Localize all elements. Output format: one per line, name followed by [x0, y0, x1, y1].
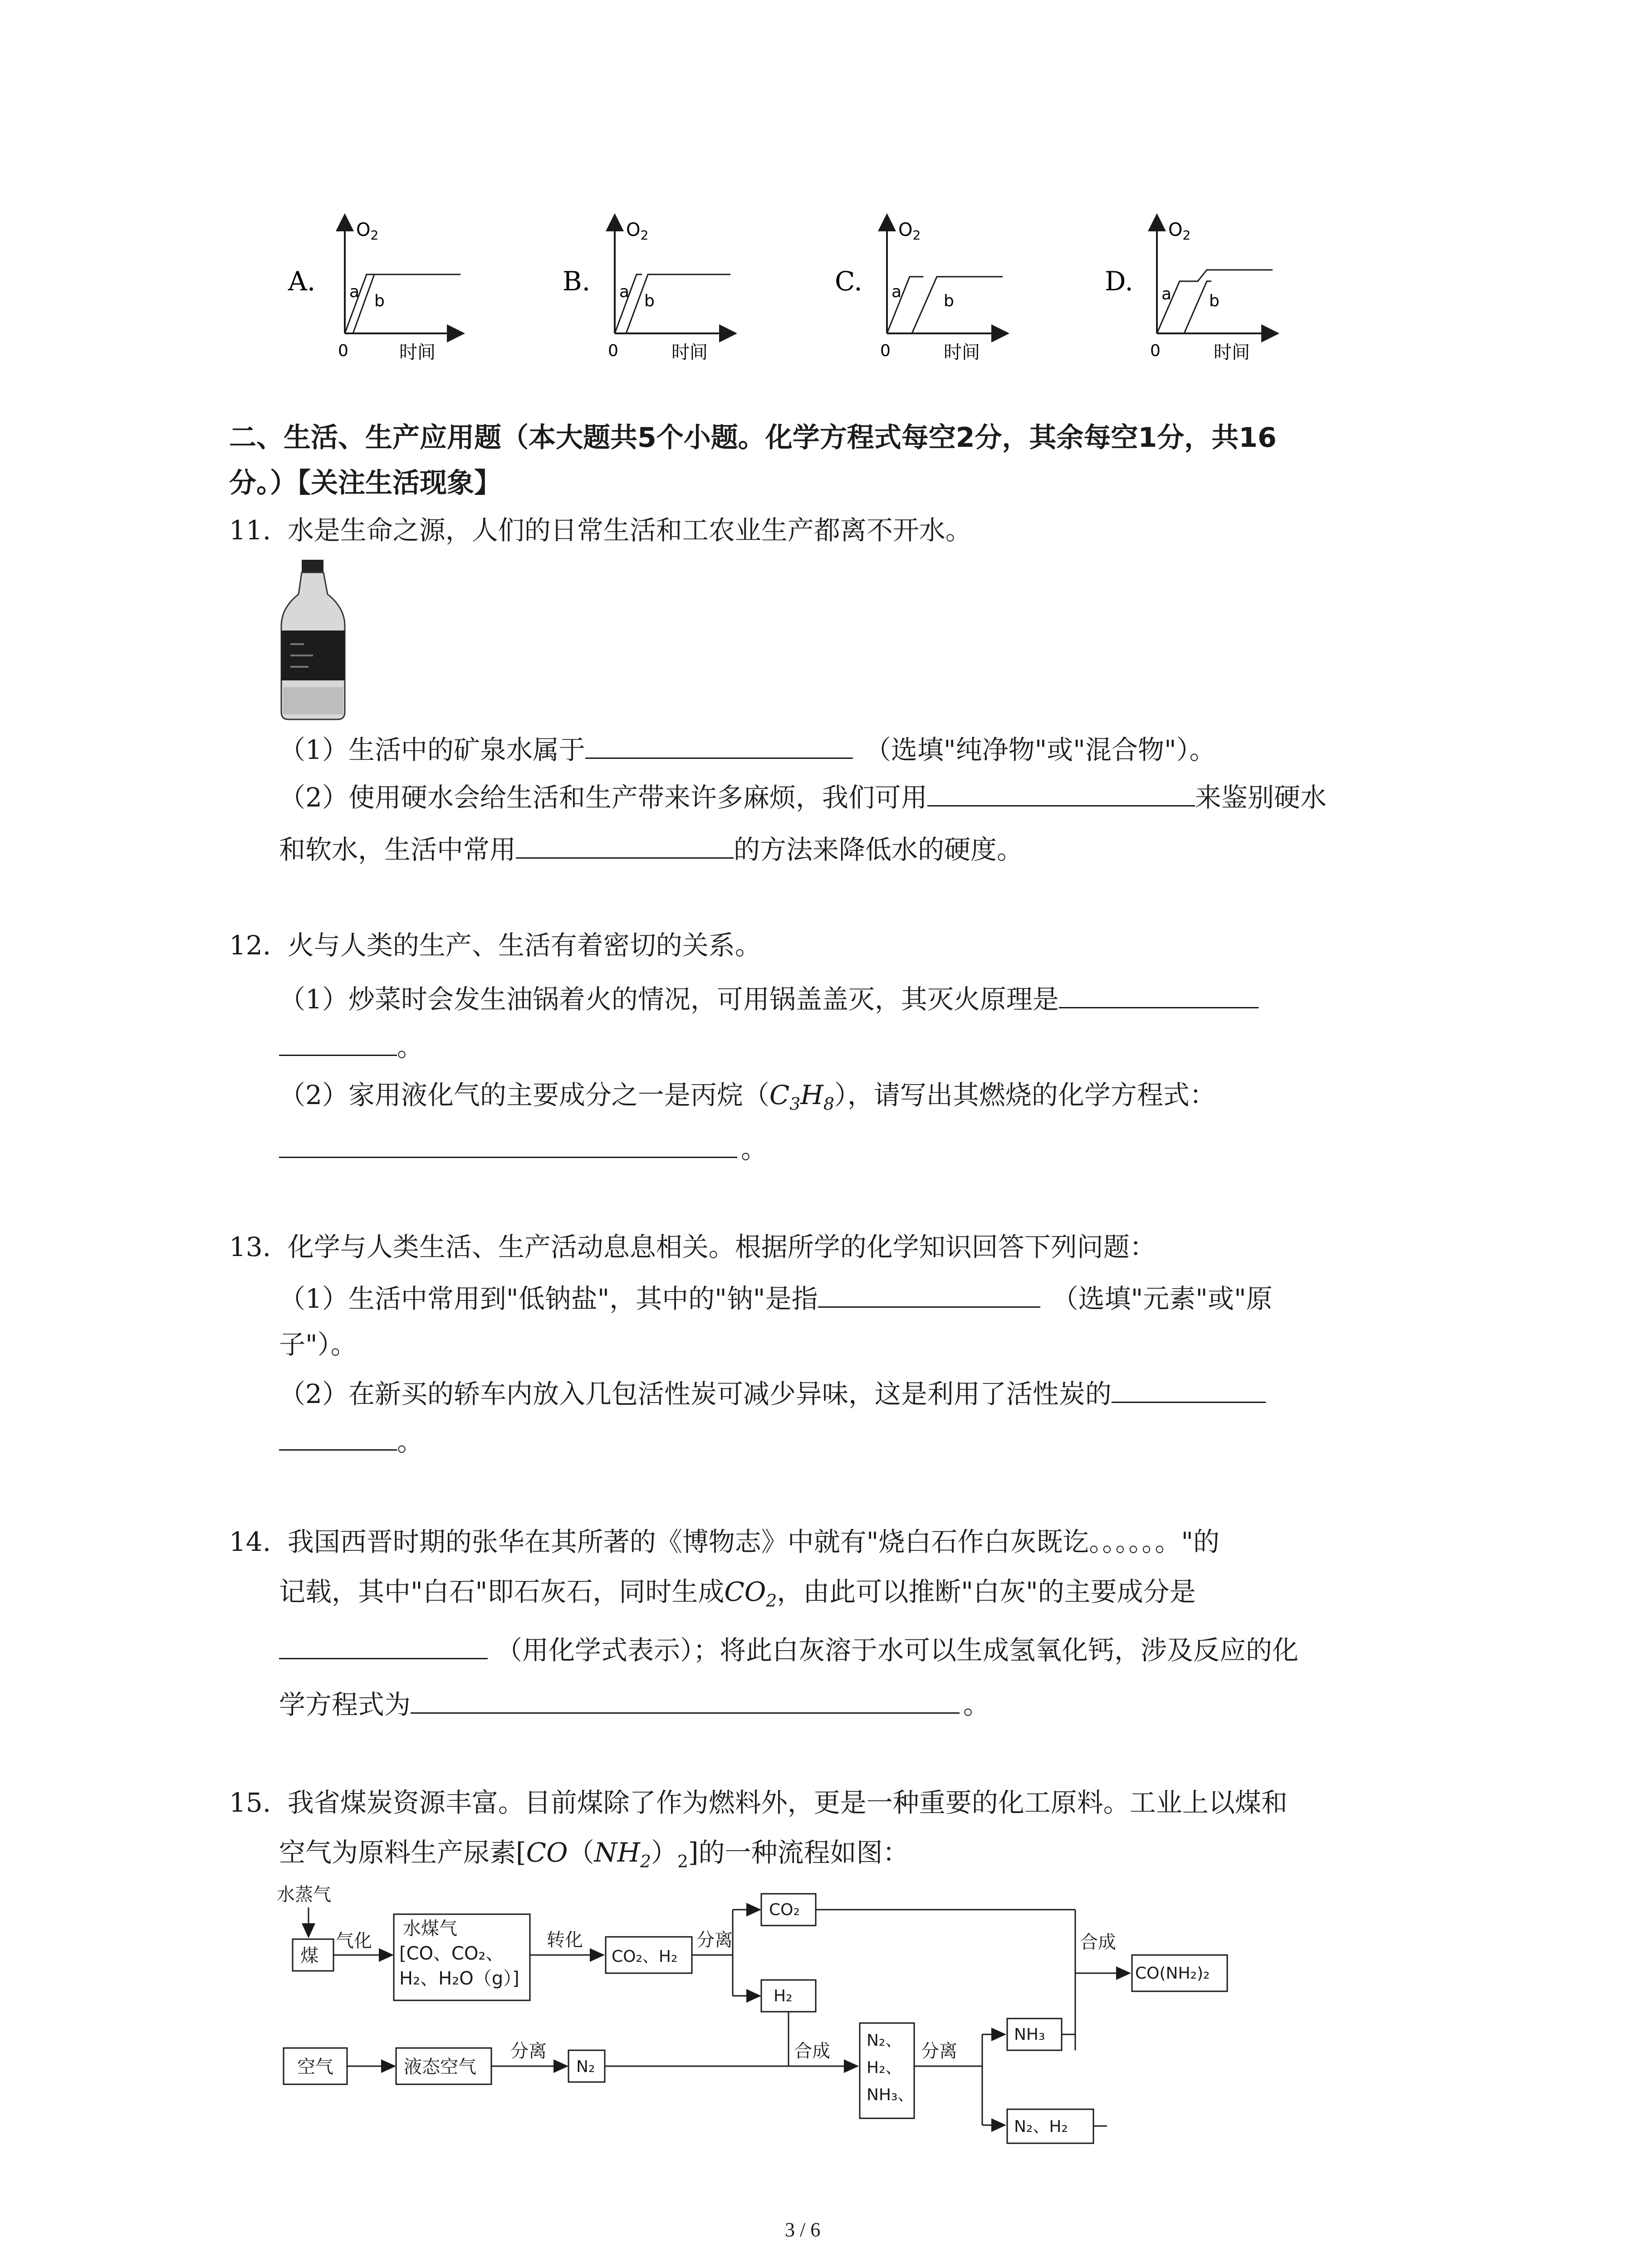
- svg-text:0: 0: [608, 342, 618, 360]
- svg-text:NH₃: NH₃: [1014, 2025, 1045, 2044]
- section-heading-line1: 二、生活、生产应用题（本大题共5个小题。化学方程式每空2分，其余每空1分，共16: [229, 422, 1277, 454]
- urea-production-flow-diagram: [268, 1882, 1293, 2155]
- svg-text:时间: 时间: [671, 342, 708, 363]
- svg-text:空气: 空气: [297, 2057, 333, 2077]
- page-number: 3 / 6: [785, 2219, 821, 2241]
- svg-text:CO₂、H₂: CO₂、H₂: [612, 1947, 678, 1966]
- answer-blank[interactable]: [1112, 1379, 1266, 1403]
- svg-text:液态空气: 液态空气: [404, 2057, 476, 2077]
- q12-part2: （2）家用液化气的主要成分之一是丙烷$(C_3H_8)$，请写出其燃烧的化学方程式：: [279, 1080, 1216, 1114]
- svg-text:H₂、: H₂、: [867, 2058, 902, 2077]
- svg-text:a: a: [1161, 285, 1172, 303]
- origin-label: 0: [338, 342, 348, 360]
- option-a-label: A.: [288, 266, 316, 297]
- svg-text:[CO、CO₂、: [CO、CO₂、: [399, 1943, 504, 1964]
- q15-line2: 空气为原料生产尿素$[CO(NH_2)_2]$的一种流程如图：: [279, 1837, 909, 1872]
- q13-part1-cont: 子"）。: [279, 1329, 357, 1360]
- mineral-water-bottle-image: [277, 558, 349, 721]
- option-graphs: [254, 209, 1379, 372]
- svg-text:a: a: [619, 283, 630, 301]
- q14-line1: 14. 我国西晋时期的张华在其所著的《博物志》中就有"烧白石作白灰既讫。。。。。。"的: [229, 1526, 1220, 1557]
- svg-text:a: a: [892, 283, 902, 301]
- q11-part2-line2: 和软水，生活中常用 的方法来降低水的硬度。: [279, 834, 1024, 865]
- q13-part1: （1）生活中常用到"低钠盐"，其中的"钠"是指 （选填"元素"或"原: [279, 1283, 1273, 1314]
- answer-blank[interactable]: [516, 835, 734, 859]
- svg-text:O2: $O_2$: [626, 220, 649, 243]
- x-axis-label: 时间: [399, 342, 436, 363]
- svg-text:H₂: H₂: [774, 1987, 793, 2005]
- option-b-graph: [563, 220, 730, 363]
- svg-text:b: b: [944, 292, 954, 310]
- q11-stem: 11. 水是生命之源，人们的日常生活和工农业生产都离不开水。: [229, 515, 972, 546]
- svg-text:O2: $O_2$: [898, 220, 921, 243]
- svg-text:时间: 时间: [944, 342, 980, 363]
- q13-part2: （2）在新买的轿车内放入几包活性炭可减少异味，这是利用了活性炭的: [279, 1379, 1266, 1407]
- svg-text:分离: 分离: [696, 1930, 733, 1950]
- q12-stem: 12. 火与人类的生产、生活有着密切的关系。: [229, 930, 761, 961]
- svg-text:NH₃、: NH₃、: [867, 2086, 914, 2104]
- q11-part2-line1: （2）使用硬水会给生活和生产带来许多麻烦，我们可用 来鉴别硬水: [279, 782, 1327, 813]
- q11-part1: （1）生活中的矿泉水属于 （选填"纯净物"或"混合物"）。: [279, 734, 1216, 765]
- q13-stem: 13. 化学与人类生活、生产活动息息相关。根据所学的化学知识回答下列问题：: [229, 1232, 1156, 1262]
- q12-part2-cont: 。: [279, 1134, 767, 1162]
- option-d-label: D.: [1105, 266, 1133, 297]
- q14-line3: （用化学式表示）；将此白灰溶于水可以生成氢氧化钙，涉及反应的化: [279, 1635, 1298, 1663]
- svg-text:分离: 分离: [510, 2041, 547, 2062]
- q13-part2-cont: 。: [279, 1427, 423, 1455]
- svg-text:H₂、H₂O（g）]: H₂、H₂O（g）]: [399, 1968, 519, 1989]
- svg-text:CO₂: CO₂: [769, 1901, 800, 1919]
- answer-blank[interactable]: [818, 1284, 1040, 1308]
- svg-text:煤: 煤: [300, 1945, 318, 1966]
- answer-blank[interactable]: [279, 1427, 397, 1451]
- option-b-label: B.: [563, 266, 591, 297]
- svg-text:O2: $O_2$: [1168, 220, 1191, 243]
- answer-blank[interactable]: [585, 735, 853, 759]
- svg-text:合成: 合成: [794, 2041, 830, 2062]
- answer-blank[interactable]: [279, 1134, 737, 1158]
- q15-line1: 15. 我省煤炭资源丰富。目前煤除了作为燃料外，更是一种重要的化工原料。工业上以煤和: [229, 1787, 1288, 1818]
- answer-blank[interactable]: [411, 1690, 960, 1714]
- svg-text:a: a: [349, 283, 360, 301]
- section-heading-line2: 分。）【关注生活现象】: [229, 467, 501, 499]
- svg-text:N₂、H₂: N₂、H₂: [1014, 2117, 1068, 2136]
- svg-text:水蒸气: 水蒸气: [277, 1884, 331, 1905]
- svg-text:N₂、: N₂、: [867, 2031, 902, 2050]
- option-c-label: C.: [835, 266, 862, 297]
- answer-blank[interactable]: [279, 1635, 488, 1659]
- svg-text:N₂: N₂: [576, 2058, 595, 2076]
- answer-blank[interactable]: [1059, 984, 1259, 1008]
- option-a-graph: [288, 220, 460, 363]
- q12-part1: （1）炒菜时会发生油锅着火的情况，可用锅盖盖灭，其灭火原理是: [279, 984, 1259, 1012]
- svg-text:0: 0: [1150, 342, 1161, 360]
- svg-text:0: 0: [880, 342, 891, 360]
- option-c-graph: [835, 220, 1003, 363]
- svg-text:水煤气: 水煤气: [403, 1918, 457, 1939]
- svg-text:b: b: [1209, 292, 1220, 310]
- svg-text:b: b: [644, 292, 655, 310]
- svg-text:气化: 气化: [336, 1931, 372, 1951]
- q12-part1-cont: 。: [279, 1032, 423, 1060]
- svg-text:b: b: [374, 292, 385, 310]
- q14-line2: 记载，其中"白石"即石灰石，同时生成$CO_2$，由此可以推断"白灰"的主要成分是: [279, 1576, 1196, 1611]
- svg-text:CO(NH₂)₂: CO(NH₂)₂: [1135, 1964, 1210, 1983]
- answer-blank[interactable]: [927, 782, 1195, 807]
- svg-text:分离: 分离: [921, 2041, 957, 2062]
- answer-blank[interactable]: [279, 1032, 397, 1056]
- svg-text:时间: 时间: [1214, 342, 1250, 363]
- svg-text:转化: 转化: [547, 1930, 583, 1950]
- svg-text:O2: $O_2$: [356, 220, 379, 243]
- option-d-graph: [1105, 220, 1273, 363]
- q14-line4: 学方程式为 。: [279, 1689, 990, 1720]
- svg-text:合成: 合成: [1080, 1932, 1116, 1953]
